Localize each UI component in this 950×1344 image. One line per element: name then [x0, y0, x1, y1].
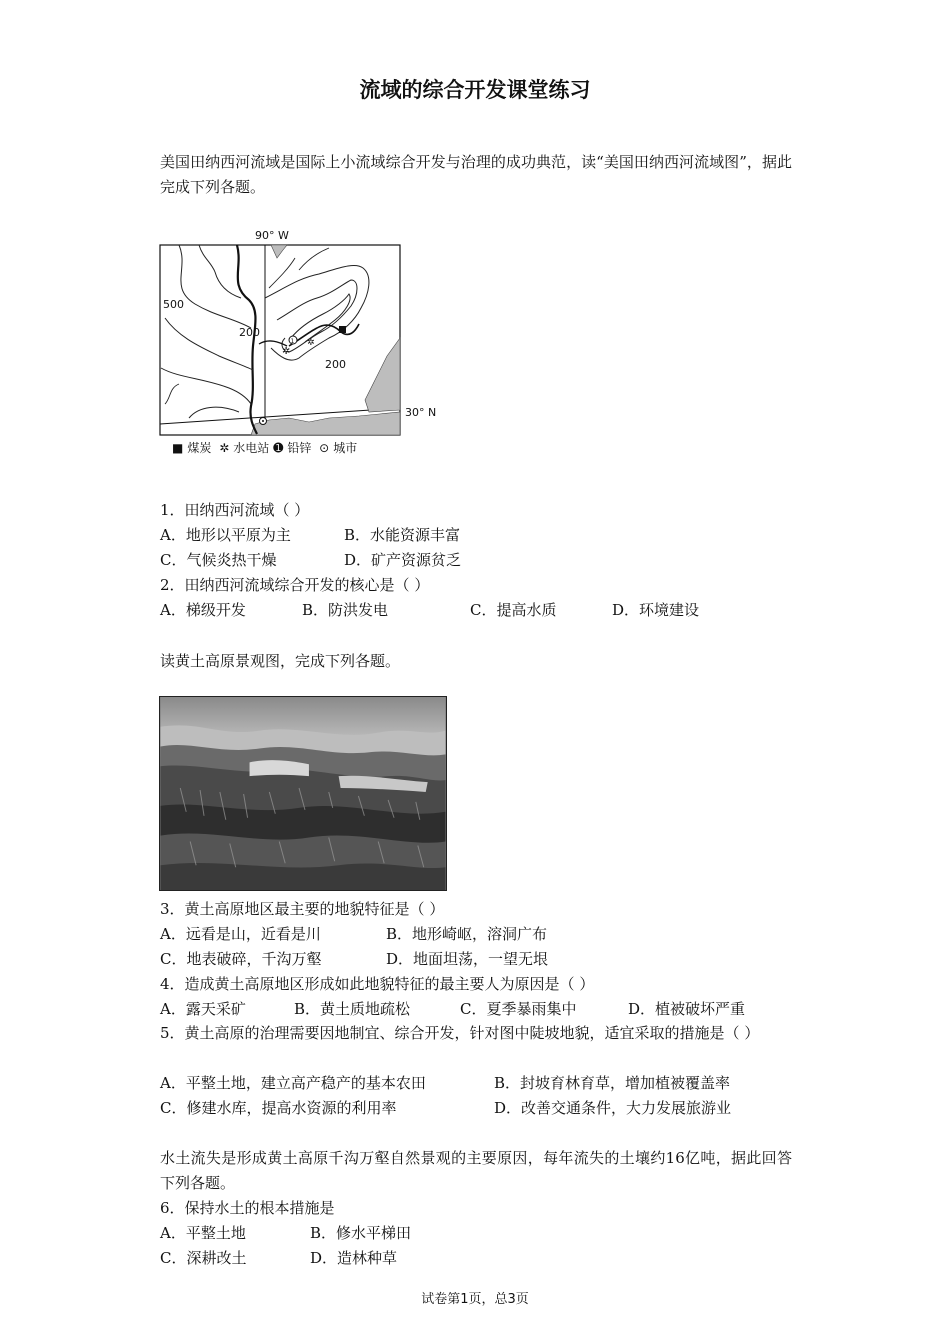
intro-loess: 读黄土高原景观图，完成下列各题。	[160, 652, 401, 670]
legend-city: 城市	[333, 441, 358, 455]
q3-option-c[interactable]: C．地表破碎，千沟万壑	[160, 950, 322, 968]
loess-plateau-photo	[159, 696, 447, 891]
tennessee-river-map	[159, 228, 449, 460]
q5-option-d[interactable]: D．改善交通条件，大力发展旅游业	[494, 1099, 732, 1117]
q5-option-a[interactable]: A．平整土地，建立高产稳产的基本农田	[160, 1074, 426, 1092]
contour-200-east-label: 200	[325, 358, 346, 371]
q4-option-d[interactable]: D．植被破坏严重	[628, 1000, 746, 1018]
q1-stem: 1．田纳西河流域（ ）	[160, 501, 310, 519]
q4-option-c[interactable]: C．夏季暴雨集中	[460, 1000, 577, 1018]
city-icon: ⊙	[319, 441, 330, 455]
q3-option-a[interactable]: A．远看是山，近看是川	[160, 925, 321, 943]
legend-lead-zinc: 铅锌	[287, 441, 312, 455]
q2-option-c[interactable]: C．提高水质	[470, 601, 557, 619]
hydro-station-icon: ✲	[219, 441, 230, 455]
hydro-station-symbol: ✲	[282, 346, 291, 357]
q6-option-b[interactable]: B．修水平梯田	[310, 1224, 412, 1242]
q3-stem: 3．黄土高原地区最主要的地貌特征是（ ）	[160, 900, 445, 918]
intro-soil-erosion: 水土流失是形成黄土高原千沟万壑自然景观的主要原因，每年流失的土壤约16亿吨，据此回答下列各题。	[160, 1149, 792, 1192]
legend-hydro: 水电站	[233, 441, 270, 455]
q1-option-a[interactable]: A．地形以平原为主	[160, 526, 291, 544]
q2-stem: 2．田纳西河流域综合开发的核心是（ ）	[160, 576, 430, 594]
page-footer: 试卷第1页，总3页	[421, 1292, 529, 1307]
q6-stem: 6．保持水土的根本措施是	[160, 1199, 335, 1217]
coal-symbol	[339, 326, 346, 333]
q5-option-c[interactable]: C．修建水库，提高水资源的利用率	[160, 1099, 397, 1117]
q6-option-a[interactable]: A．平整土地	[160, 1224, 246, 1242]
q2-option-a[interactable]: A．梯级开发	[160, 601, 246, 619]
q5-stem: 5．黄土高原的治理需要因地制宜、综合开发，针对图中陡坡地貌，适宜采取的措施是（ ）	[160, 1024, 760, 1042]
page-title: 流域的综合开发课堂练习	[359, 78, 591, 102]
q1-option-d[interactable]: D．矿产资源贫乏	[344, 551, 462, 569]
map-legend	[172, 440, 361, 456]
q4-option-a[interactable]: A．露天采矿	[160, 1000, 246, 1018]
q6-option-d[interactable]: D．造林种草	[310, 1249, 398, 1267]
legend-coal: 煤炭	[187, 441, 212, 455]
q3-option-d[interactable]: D．地面坦荡，一望无垠	[386, 950, 549, 968]
contour-200-west-label: 200	[239, 326, 260, 339]
q1-option-c[interactable]: C．气候炎热干燥	[160, 551, 277, 569]
coal-icon: ■	[172, 441, 184, 455]
map-latitude-label: 30° N	[405, 406, 437, 419]
lead-zinc-icon: ➊	[273, 441, 284, 455]
contour-500-label: 500	[163, 298, 184, 311]
q5-option-b[interactable]: B．封坡育林育草，增加植被覆盖率	[494, 1074, 731, 1092]
q4-stem: 4．造成黄土高原地区形成如此地貌特征的最主要人为原因是（ ）	[160, 975, 595, 993]
q6-option-c[interactable]: C．深耕改土	[160, 1249, 247, 1267]
intro-tennessee: 美国田纳西河流域是国际上小流域综合开发与治理的成功典范，读“美国田纳西河流域图”，据此完成下列各题。	[160, 153, 792, 196]
q2-option-b[interactable]: B．防洪发电	[302, 601, 389, 619]
q4-option-b[interactable]: B．黄土质地疏松	[294, 1000, 411, 1018]
svg-text:1: 1	[290, 338, 295, 345]
q3-option-b[interactable]: B．地形崎岖，溶洞广布	[386, 925, 548, 943]
q1-option-b[interactable]: B．水能资源丰富	[344, 526, 461, 544]
map-longitude-label: 90° W	[255, 229, 289, 242]
svg-text:✲: ✲	[307, 338, 315, 348]
q2-option-d[interactable]: D．环境建设	[612, 601, 700, 619]
